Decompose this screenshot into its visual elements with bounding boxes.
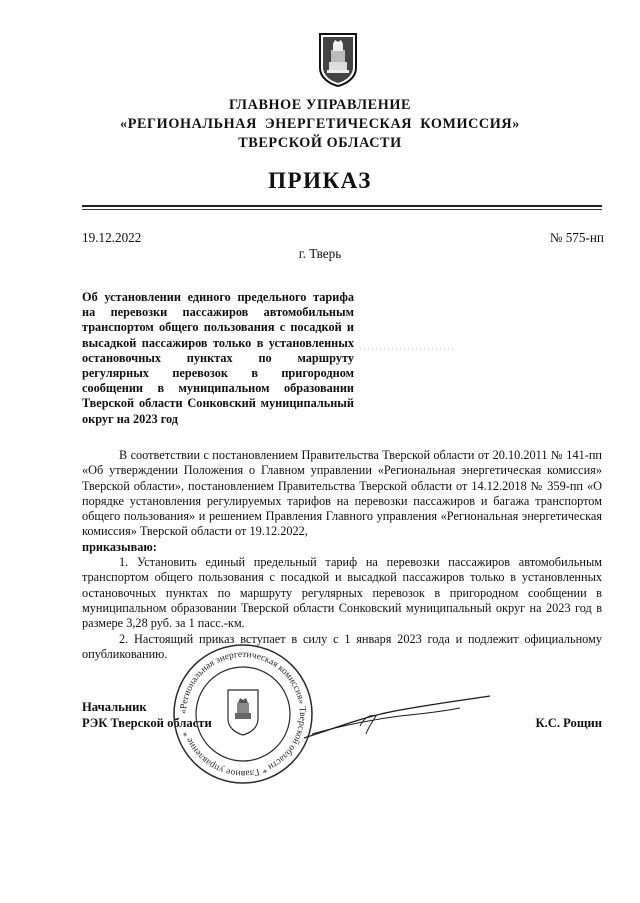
signer-position-line-2: РЭК Тверской области	[82, 716, 212, 730]
document-subject: Об установлении единого предельного тарифа на перевозки пассажиров автомобильным транспортом общего пользования с посадкой и высадкой пассажиров только в установленных остановочных пунктах по маршруту регулярных перевозок в пригородном сообщении в муниципальном образовании Тверской области Сонковский муниципальный округ на 2023 год	[82, 290, 354, 426]
official-seal-icon	[172, 643, 314, 785]
order-item-1: 1. Установить единый предельный тариф на перевозки пассажиров автомобильным транспортом общего пользования с посадкой и высадкой пассажиров только в установленных остановочных пунктах по маршруту регулярных перевозок в пригородном сообщении в муниципальном образовании Тверской области Сонковский муниципальный округ на 2023 год в размере 3,28 руб. за 1 пасс.-км.	[82, 555, 602, 631]
scan-artifact-dots	[360, 342, 456, 356]
order-word: приказываю:	[82, 539, 157, 554]
document-type-title: ПРИКАЗ	[268, 168, 372, 193]
handwritten-signature-icon	[300, 678, 500, 768]
signer-position-line-1: Начальник	[82, 700, 147, 714]
seal-text: «Региональная энергетическая комиссия» Тверской области * Главное управление *	[178, 649, 308, 779]
document-date: 19.12.2022	[82, 230, 142, 245]
document-number: № 575-нп	[549, 230, 604, 245]
document-city: г. Тверь	[298, 246, 342, 261]
org-name-line-1: ГЛАВНОЕ УПРАВЛЕНИЕ	[228, 97, 412, 113]
document-body	[82, 448, 602, 662]
header-divider-thin	[82, 209, 602, 210]
header-divider-thick	[82, 205, 602, 207]
body-preamble: В соответствии с постановлением Правительства Тверской области от 20.10.2011 № 141-пп «Об утверждении Положения о Главном управлении «Региональная энергетическая комиссия» Тверской области», постановлением Правительства Тверской области от 14.12.2018 № 359-пп «О порядке установления регулируемых тарифов на перевозки пассажиров и багажа транспортом общего пользования» и решением Правления Главного управления «Региональная энергетическая комиссия» Тверской области от 19.12.2022,	[82, 448, 602, 539]
order-item-2: 2. Настоящий приказ вступает в силу с 1 января 2023 года и подлежит официальному опубликованию.	[82, 631, 602, 661]
org-name-line-2: «РЕГИОНАЛЬНАЯ ЭНЕРГЕТИЧЕСКАЯ КОМИССИЯ»	[120, 116, 520, 132]
coat-of-arms-icon	[318, 32, 358, 88]
signer-name: К.С. Рощин	[535, 716, 602, 730]
org-name-line-3: ТВЕРСКОЙ ОБЛАСТИ	[238, 135, 402, 151]
